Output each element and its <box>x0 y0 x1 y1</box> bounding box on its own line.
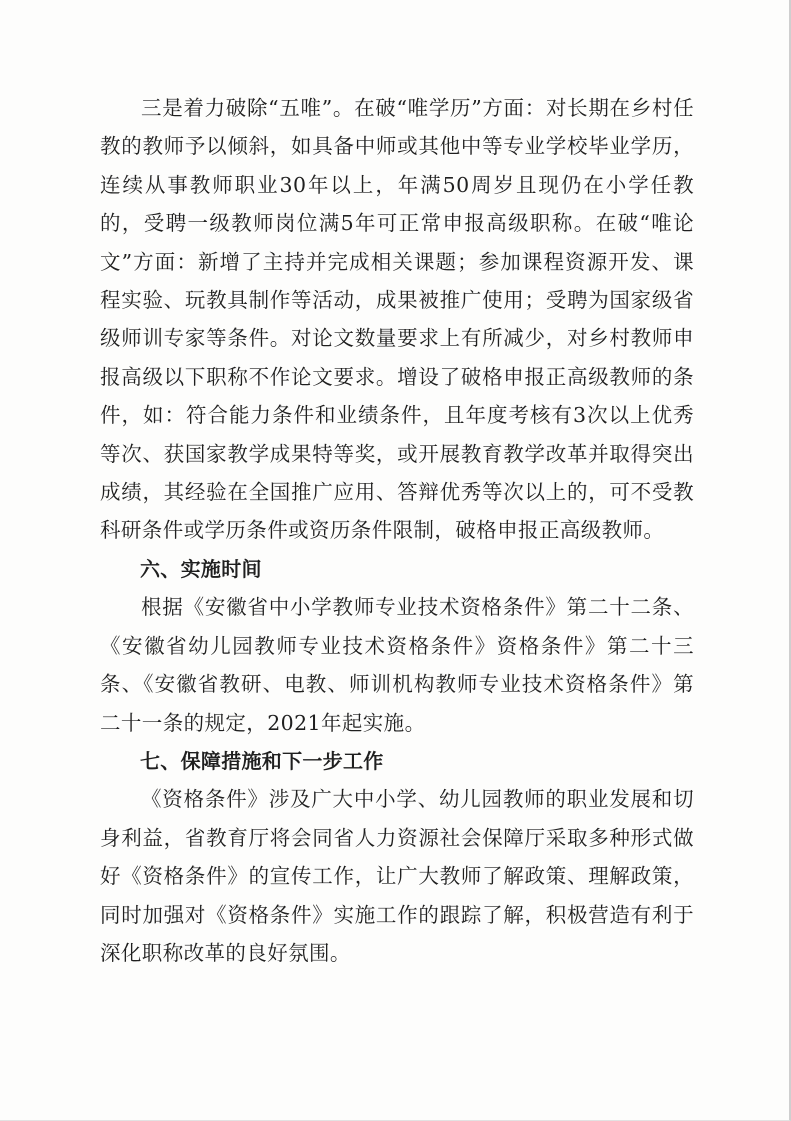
document-body <box>100 89 694 972</box>
paragraph-five-wei: 三是着力破除“五唯”。在破“唯学历”方面：对长期在乡村任教的教师予以倾斜，如具备中师或其他中等专业学校毕业学历，连续从事教师职业30年以上，年满50周岁且现仍在小学任教的，受聘一级教师岗位满5年可正常申报高级职称。在破“唯论文”方面：新增了主持并完成相关课题；参加课程资源开发、课程实验、玩教具制作等活动，成果被推广使用；受聘为国家级省级师训专家等条件。对论文数量要求上有所减少，对乡村教师申报高级以下职称不作论文要求。增设了破格申报正高级教师的条件，如：符合能力条件和业绩条件，且年度考核有3次以上优秀等次、获国家教学成果特等奖，或开展教育教学改革并取得突出成绩，其经验在全国推广应用、答辩优秀等次以上的，可不受教科研条件或学历条件或资历条件限制，破格申报正高级教师。 <box>100 96 694 543</box>
section-heading-safeguards: 七、保障措施和下一步工作 <box>140 748 384 773</box>
paragraph-safeguards: 《资格条件》涉及广大中小学、幼儿园教师的职业发展和切身利益，省教育厅将会同省人力资源社会保障厅采取多种形式做好《资格条件》的宣传工作，让广大教师了解政策、理解政策，同时加强对《资格条件》实施工作的跟踪了解，积极营造有利于深化职称改革的良好氛围。 <box>100 787 694 965</box>
paragraph-implementation-time: 根据《安徽省中小学教师专业技术资格条件》第二十二条、《安徽省幼儿园教师专业技术资格条件》资格条件》第二十三条、《安徽省教研、电教、师训机构教师专业技术资格条件》第二十一条的规定，2021年起实施。 <box>100 595 694 735</box>
section-heading-implementation-time: 六、实施时间 <box>140 556 262 581</box>
